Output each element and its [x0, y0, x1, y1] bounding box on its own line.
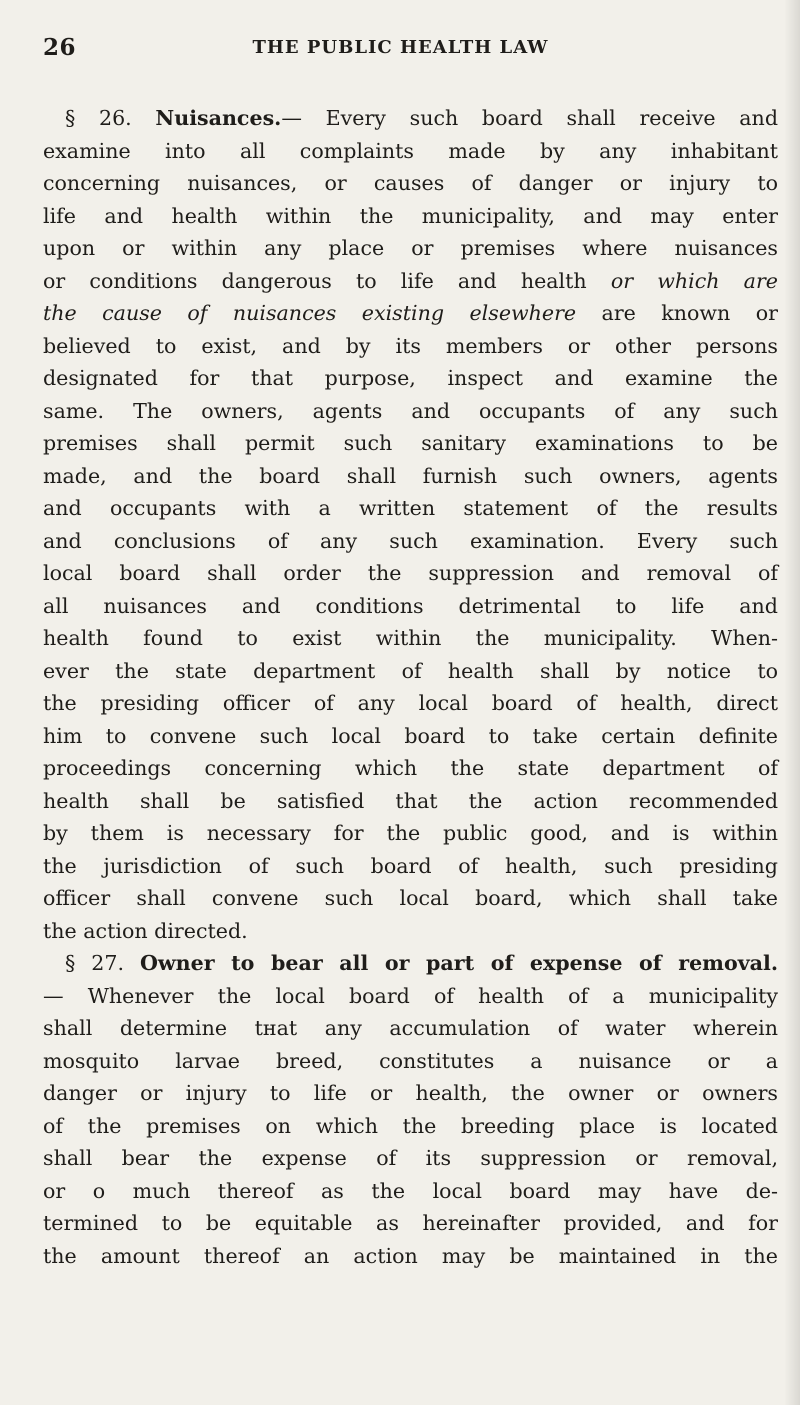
body-text: [43, 102, 778, 1272]
line-text: or conditions dangerous to life and health: [43, 268, 611, 293]
text-line: [43, 1207, 778, 1240]
text-line: [43, 395, 778, 428]
text-line: [43, 1077, 778, 1110]
line-text: — Whenever the local board of health of a municipality: [43, 983, 778, 1008]
line-text: by them is necessary for the public good, and is within: [43, 821, 778, 845]
line-text: shall bear the expense of its suppression or removal,: [43, 1146, 778, 1170]
line-text: termined to be equitable as hereinafter provided, and for: [43, 1211, 778, 1235]
text-line: [43, 980, 778, 1013]
line-text: local board shall order the suppression and removal of: [43, 561, 778, 585]
line-text: the presiding officer of any local board of health, direct: [43, 691, 778, 715]
line-text: shall determine tнat any accumulation of water wherein: [43, 1016, 778, 1040]
text-line: [43, 1045, 778, 1078]
line-text: and conclusions of any such examination. Every such: [43, 528, 778, 553]
text-line: [43, 102, 778, 135]
text-line: [43, 882, 778, 915]
line-text: ever the state department of health shall by notice to: [43, 658, 778, 683]
text-line: [43, 492, 778, 525]
text-line: [43, 265, 778, 298]
text-line: [43, 232, 778, 265]
line-text: premises shall permit such sanitary examinations to be: [43, 431, 778, 455]
text-line: [43, 850, 778, 883]
line-text: concerning nuisances, or causes of danger or injury to: [43, 171, 778, 195]
text-line: [43, 297, 778, 330]
text-line: [43, 1175, 778, 1208]
text-line: [43, 687, 778, 720]
line-text: same. The owners, agents and occupants of any such: [43, 398, 778, 423]
text-line: [43, 1012, 778, 1045]
line-text: upon or within any place or premises where nuisances: [43, 236, 778, 260]
line-text: life and health within the municipality, and may enter: [43, 203, 778, 228]
line-text: — Every such board shall receive and: [281, 106, 779, 130]
text-line: [43, 1240, 778, 1273]
text-line: [43, 460, 778, 493]
text-line: [43, 947, 778, 980]
line-text: him to convene such local board to take certain definite: [43, 723, 778, 748]
page-header: [43, 34, 758, 64]
text-line: [43, 817, 778, 850]
line-text: are known or: [576, 301, 778, 325]
line-text: danger or injury to life or health, the owner or owners: [43, 1081, 778, 1105]
text-line: [43, 200, 778, 233]
text-line: [43, 362, 778, 395]
line-text: mosquito larvae breed, constitutes a nuisance or a: [43, 1048, 778, 1073]
text-line: [43, 1110, 778, 1143]
text-line: [43, 1142, 778, 1175]
text-line: [43, 655, 778, 688]
text-line: [43, 135, 778, 168]
text-line: [43, 557, 778, 590]
section-number: § 26.: [65, 106, 156, 130]
line-text: health shall be satisfied that the action recommended: [43, 788, 778, 813]
running-title: THE PUBLIC HEALTH LAW: [252, 37, 549, 58]
text-line: [43, 752, 778, 785]
section-heading: Nuisances.: [155, 106, 282, 130]
section-number: § 27.: [65, 951, 140, 975]
line-text: believed to exist, and by its members or other persons: [43, 333, 778, 358]
text-line: [43, 590, 778, 623]
text-line: [43, 785, 778, 818]
line-text: the action directed.: [43, 918, 248, 943]
line-text: all nuisances and conditions detrimental to life and: [43, 593, 778, 618]
section-26: [43, 102, 778, 947]
text-line: [43, 330, 778, 363]
line-text: officer shall convene such local board, which shall take: [43, 886, 778, 910]
line-text: examine into all complaints made by any inhabitant: [43, 138, 778, 163]
text-line: [43, 720, 778, 753]
italic-text: the cause of nuisances existing elsewhere: [43, 301, 577, 325]
line-text: of the premises on which the breeding place is located: [43, 1113, 778, 1138]
line-text: and occupants with a written statement of the results: [43, 496, 778, 520]
text-line: [43, 915, 778, 948]
italic-text: or which are: [610, 268, 778, 293]
text-line: [43, 525, 778, 558]
page-number: 26: [43, 34, 77, 61]
line-text: made, and the board shall furnish such owners, agents: [43, 463, 778, 488]
section-heading: Owner to bear all or part of expense of removal.: [139, 951, 778, 975]
line-text: designated for that purpose, inspect and examine the: [43, 366, 778, 390]
text-line: [43, 167, 778, 200]
section-27: [43, 947, 778, 1272]
text-line: [43, 427, 778, 460]
line-text: the jurisdiction of such board of health, such presiding: [43, 853, 778, 878]
line-text: or o much thereof as the local board may have de-: [43, 1178, 778, 1203]
text-line: [43, 622, 778, 655]
page-edge-shadow: [784, 0, 800, 1405]
line-text: the amount thereof an action may be maintained in the: [43, 1243, 778, 1268]
line-text: health found to exist within the municipality. When-: [43, 626, 778, 650]
line-text: proceedings concerning which the state department of: [43, 756, 778, 780]
